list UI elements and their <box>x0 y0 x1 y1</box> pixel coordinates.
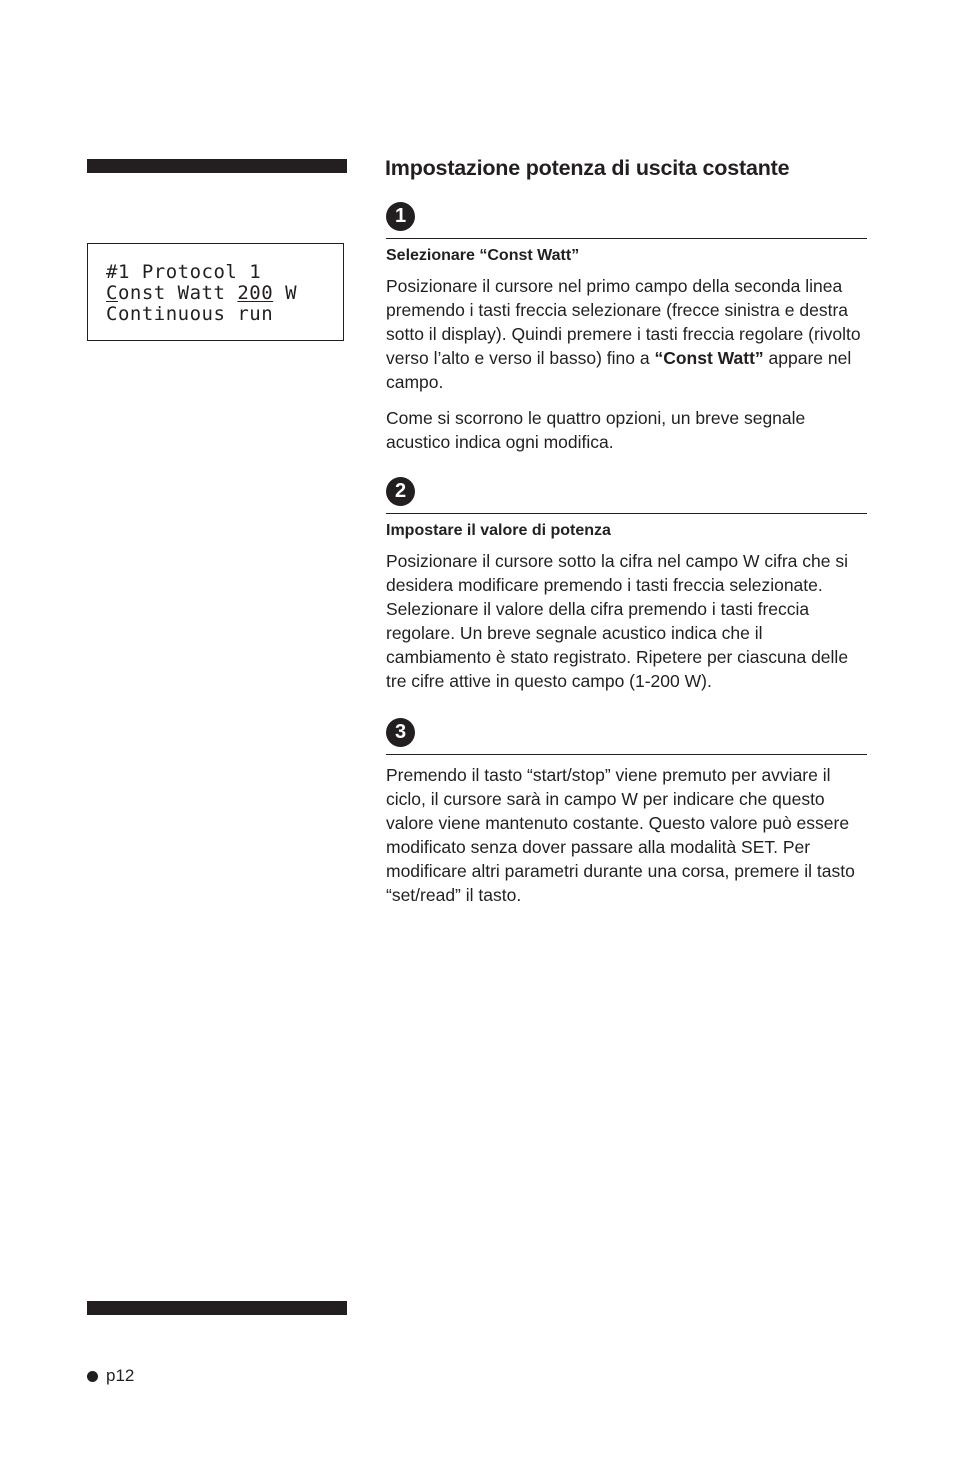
lcd-mode-text: onst Watt <box>117 282 238 304</box>
page-footer <box>87 1366 134 1386</box>
step-3-divider <box>386 754 867 755</box>
step-1 <box>386 202 867 454</box>
step-number-3-icon: 3 <box>386 718 415 747</box>
step-1-paragraph-1-text: Posizionare il cursore nel primo campo della seconda linea premendo i tasti freccia selezionare (frecce sinistra e destra sotto il display). Quindi premere i tasti freccia regolare (rivolto verso l’alto e verso il basso) fino a <box>386 276 861 368</box>
step-2 <box>386 477 867 693</box>
step-1-divider <box>386 238 867 239</box>
step-1-subheading: Selezionare “Const Watt” <box>386 247 580 264</box>
step-2-divider <box>386 513 867 514</box>
lcd-watt-unit: W <box>273 282 298 304</box>
lcd-line-3: Continuous run <box>106 303 274 325</box>
step-2-subheading: Impostare il valore di potenza <box>386 522 611 539</box>
step-1-paragraph-1-end: appare nel campo. <box>386 348 852 392</box>
lcd-cursor-char: C <box>106 282 118 304</box>
lcd-line-2 <box>106 283 343 304</box>
page-title: Impostazione potenza di uscita costante <box>385 156 790 180</box>
step-3-paragraph-1: Premendo il tasto “start/stop” viene premuto per avviare il ciclo, il cursore sarà in campo W per indicare che questo valore viene mantenuto costante. Questo valore può essere modificato senza dover passare alla modalità SET. Per modificare altri parametri durante una corsa, premere il tasto “set/read” il tasto. <box>386 765 855 905</box>
bottom-decorative-bar <box>87 1301 347 1315</box>
step-number-1-icon: 1 <box>386 202 415 231</box>
bullet-icon <box>87 1371 98 1382</box>
step-1-paragraph-2: Come si scorrono le quattro opzioni, un breve segnale acustico indica ogni modifica. <box>386 408 806 452</box>
step-number-2-icon: 2 <box>386 477 415 506</box>
step-3 <box>386 718 867 907</box>
page-number: p12 <box>106 1366 135 1385</box>
lcd-display <box>87 243 344 341</box>
step-2-paragraph-1: Posizionare il cursore sotto la cifra nel campo W cifra che si desidera modificare premendo i tasti freccia selezionate. Selezionare il valore della cifra premendo i tasti freccia regolare. Un breve segnale acustico indica che il cambiamento è stato registrato. Ripetere per ciascuna delle tre cifre attive in questo campo (1-200 W). <box>386 551 849 691</box>
step-1-paragraph-1 <box>386 274 867 394</box>
lcd-watt-value: 200 <box>237 282 274 304</box>
step-1-paragraph-1-bold: “Const Watt” <box>654 348 764 368</box>
lcd-line-1: #1 Protocol 1 <box>106 261 262 283</box>
top-decorative-bar <box>87 159 347 173</box>
